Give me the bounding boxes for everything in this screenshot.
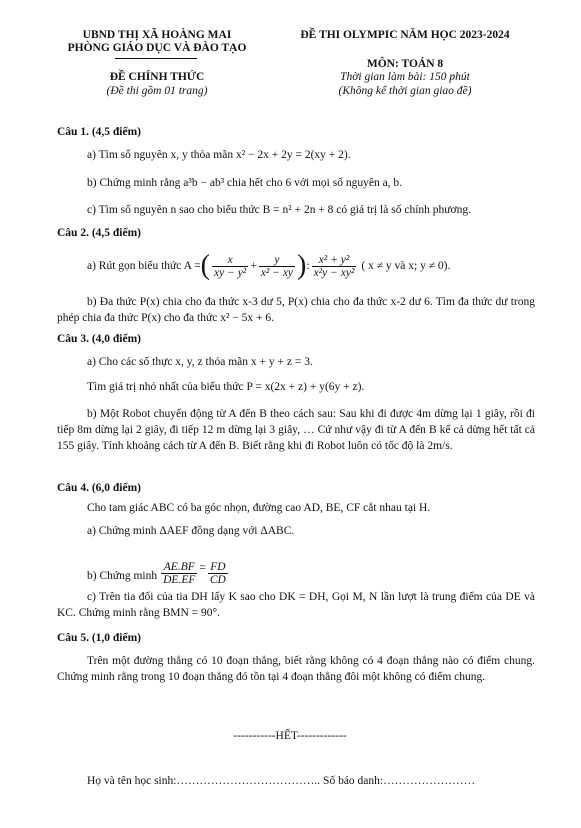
q4-title: Câu 4. (6,0 điểm) xyxy=(57,482,142,494)
q3-a1: a) Cho các số thực x, y, z thỏa mãn x + y + z = 3. xyxy=(87,356,313,368)
time-note: (Không kể thời gian giao đề) xyxy=(338,85,472,97)
q4-a: a) Chứng minh ΔAEF đồng dạng với ΔABC. xyxy=(87,525,295,537)
q4-c: c) Trên tia đối của tia DH lấy K sao cho DK = DH, Gọi M, N lần lượt là trung điểm của DE và KC. Chứng minh rằng BMN = 90°. xyxy=(57,591,535,619)
q5-body: Trên một đường thẳng có 10 đoạn thẳng, biết rằng không có 4 đoạn thẳng nào có điểm chung. Chứng minh rằng trong 10 đoạn thẳng đó tồn tại 4 đoạn thẳng đôi một không có điểm chung. xyxy=(57,655,535,683)
pages-note: (Đề thi gồm 01 trang) xyxy=(106,85,208,97)
q4-intro: Cho tam giác ABC có ba góc nhọn, đường cao AD, BE, CF cắt nhau tại H. xyxy=(87,502,431,514)
q2-a-frac1: $\frac{x}{\text{xy − y²}}$ xyxy=(213,253,247,279)
q4-b-frac-right: $\frac{FD}{CD}$ xyxy=(209,561,226,586)
q1-a: a) Tìm số nguyên x, y thỏa mãn x² − 2x + 2y = 2(xy + 2). xyxy=(87,149,351,161)
q3-a2: Tìm giá trị nhỏ nhất của biểu thức P = x(2x + z) + y(6y + z). xyxy=(87,381,365,393)
office-name: PHÒNG GIÁO DỤC VÀ ĐÀO TẠO xyxy=(67,42,247,54)
end-marker: -----------HẾT------------- xyxy=(233,730,347,742)
q2-a-open-paren: ( xyxy=(200,250,210,281)
q3-b: b) Một Robot chuyển động từ A đến B theo cách sau: Sau khi đi được 4m dừng lại 1 giây, rồi đi tiếp 8m dừng lại 2 giây, đi tiếp 12 m dừng lại 3 giây, … Cứ như vậy đi từ A đến B kể cả dừng hết tất cả 155 giây. Tính khoảng cách từ A đến B. Biết rằng khi đi Robot luôn có tốc độ là 2m/s. xyxy=(57,408,535,452)
q2-a-frac2: $\frac{y}{\text{x² − xy}}$ xyxy=(260,253,294,279)
q4-b: b) Chứng minh $\frac{AE.BF}{DE.EF}$ = $\frac{FD}{CD}$ xyxy=(87,561,226,586)
q1-c: c) Tìm số nguyên n sao cho biểu thức B = n² + 2n + 8 có giá trị là số chính phương. xyxy=(87,204,471,216)
q3-title: Câu 3. (4,0 điểm) xyxy=(57,333,142,345)
q2-title: Câu 2. (4,5 điểm) xyxy=(57,227,142,239)
q5-title: Câu 5. (1,0 điểm) xyxy=(57,632,142,644)
student-info-line: Họ và tên học sinh:……………………………….. Số báo danh:…………………… xyxy=(87,775,476,787)
department-name: UBND THỊ XÃ HOÀNG MAI xyxy=(82,29,232,41)
q2-a-frac3: $\frac{\text{x² + y²}}{\text{x²y − xy²}}$ xyxy=(313,253,355,279)
q2-a-close-paren: ) xyxy=(297,250,307,281)
q2-b: b) Đa thức P(x) chia cho đa thức x-3 dư 5, P(x) chia cho đa thức x-2 dư 6. Tìm đa thức dư trong phép chia đa thức P(x) cho đa thức x² − 5x + 6. xyxy=(57,296,535,324)
q2-a: a) Rút gọn biểu thức A = ( $\frac{x}{\text{xy − y²}}$ + $\frac{y}{\text{x² − xy}}$ ) : $\frac{\text{x² + y²}}{\text{x²y − xy²}}$ ( x ≠ y và x; y ≠ 0). xyxy=(87,250,451,281)
subject-title: MÔN: TOÁN 8 xyxy=(366,58,444,70)
q2-a-prefix: a) Rút gọn biểu thức A = xyxy=(87,260,201,272)
q4-b-frac-left: $\frac{AE.BF}{DE.EF}$ xyxy=(163,561,196,586)
header-divider xyxy=(115,58,197,59)
q1-b: b) Chứng minh rằng a³b − ab³ chia hết cho 6 với mọi số nguyên a, b. xyxy=(87,177,403,189)
q4-b-prefix: b) Chứng minh xyxy=(87,570,158,582)
official-label: ĐỀ CHÍNH THỨC xyxy=(109,71,205,83)
q2-a-cond: ( x ≠ y và x; y ≠ 0). xyxy=(361,260,451,272)
exam-title: ĐỀ THI OLYMPIC NĂM HỌC 2023-2024 xyxy=(300,29,510,41)
time-limit: Thời gian làm bài: 150 phút xyxy=(340,71,470,83)
q1-title: Câu 1. (4,5 điểm) xyxy=(57,126,142,138)
